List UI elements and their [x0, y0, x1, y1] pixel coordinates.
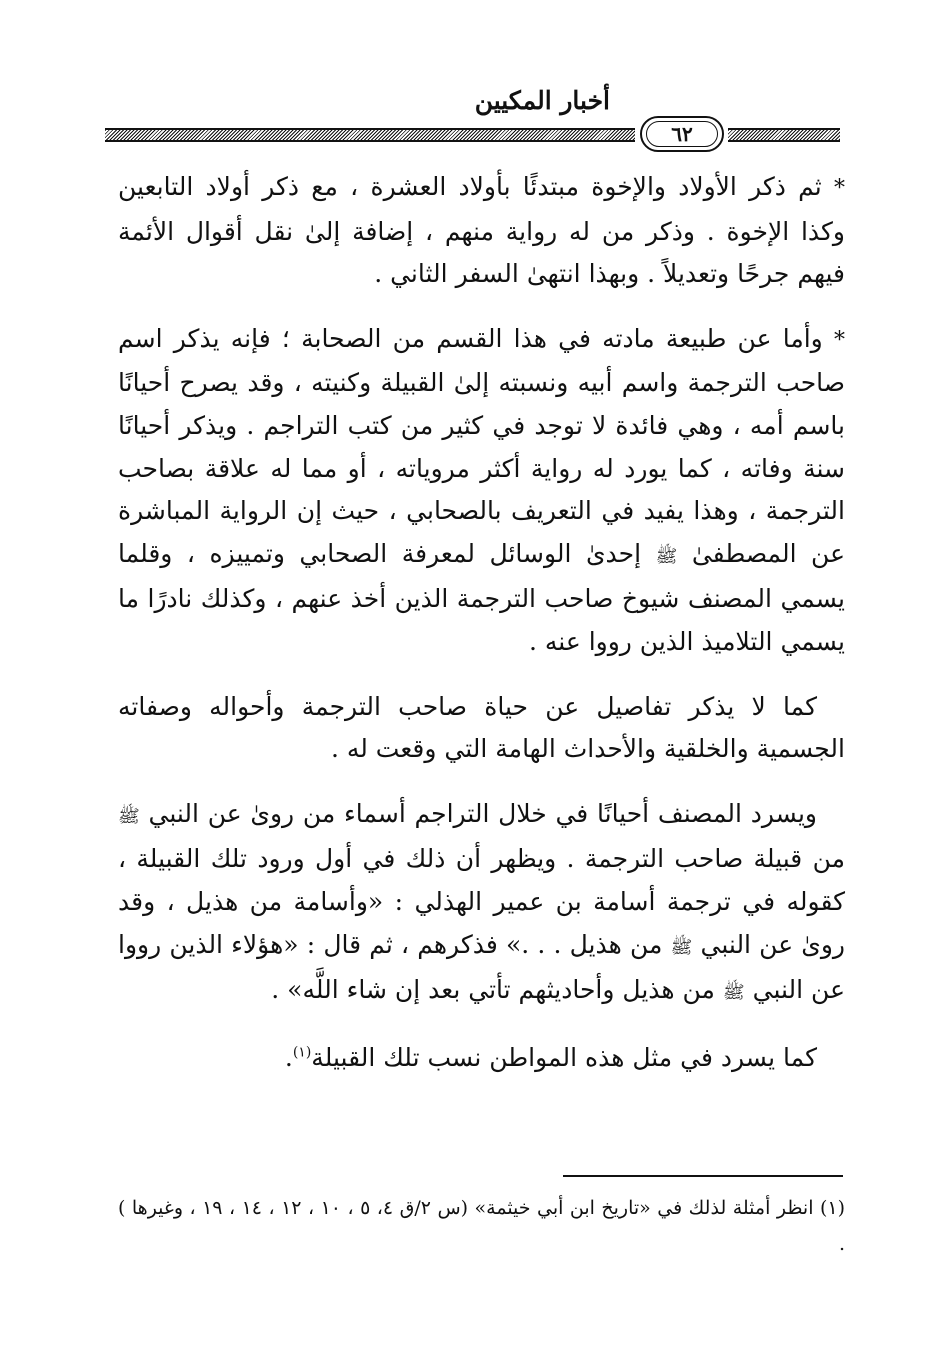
honorific-glyph: ﷺ: [655, 545, 678, 567]
paragraph-4-text-d: من هذيل وأحاديثهم تأتي بعد إن شاء اللَّه» .: [271, 975, 715, 1005]
page-number-frame: [640, 116, 724, 152]
paragraph-1: [118, 166, 845, 296]
page-header: [100, 78, 842, 158]
page-number: ٦٢: [671, 122, 693, 146]
paragraph-4-text-a: ويسرد المصنف أحيانًا في خلال التراجم أسماء من روىٰ عن النبي: [148, 798, 817, 828]
honorific-glyph: ﷺ: [670, 936, 693, 958]
paragraph-2: [118, 318, 845, 664]
paragraph-5-end: .: [284, 1042, 293, 1072]
running-title: أخبار المكيين: [474, 86, 610, 115]
paragraph-4-text-c: من هذيل . . .» فذكرهم ، ثم قال : «هؤلاء الذين رووا عن النبي: [118, 929, 845, 1005]
honorific-glyph: ﷺ: [722, 982, 745, 1004]
header-rule-left: [105, 128, 635, 142]
bullet-star: *: [834, 176, 845, 201]
footnote: (١) انظر أمثلة لذلك في «تاريخ ابن أبي خيثمة» (س ٢/ق ٤، ٥ ، ١٠ ، ١٢ ، ١٤ ، ١٩ ، وغيرها ) .: [118, 1197, 845, 1255]
header-rule-right: [728, 128, 840, 142]
main-text: [118, 166, 845, 1079]
bullet-star: *: [834, 327, 845, 353]
footnote-reference: (١): [292, 1044, 312, 1061]
paragraph-3: كما لا يذكر تفاصيل عن حياة صاحب الترجمة وأحواله وصفاته الجسمية والخلقية والأحداث الهامة التي وقعت له .: [118, 691, 845, 764]
paragraph-4-text-b: من قبيلة صاحب الترجمة . ويظهر أن ذلك في أول ورود تلك القبيلة ، كقوله في ترجمة أسامة بن عمير الهذلي : «وأسامة من هذيل ، وقد روىٰ عن النبي: [118, 844, 845, 959]
paragraph-1-text: ثم ذكر الأولاد والإخوة مبتدئًا بأولاد العشرة ، مع ذكر أولاد التابعين وكذا الإخوة . وذكر من له رواية منهم ، إضافة إلىٰ نقل أقوال الأئمة فيهم جرحًا وتعديلاً . وبهذا انتهىٰ السفر الثاني .: [118, 172, 845, 289]
paragraph-4: [118, 793, 845, 1015]
paragraph-5-text: كما يسرد في مثل هذه المواطن نسب تلك القبيلة: [311, 1042, 817, 1072]
honorific-glyph: ﷺ: [118, 805, 140, 827]
paragraph-5: [118, 1037, 845, 1080]
footnote-separator: [563, 1175, 843, 1177]
paragraph-2-text-a: وأما عن طبيعة مادته في هذا القسم من الصحابة ؛ فإنه يذكر اسم صاحب الترجمة واسم أبيه ونسبته إلىٰ القبيلة وكنيته ، وقد يصرح أحيانًا باسم أمه ، وهي فائدة لا توجد في كثير من كتب التراجم . ويذكر أحيانًا سنة وفاته ، كما يورد له رواية أكثر مروياته ، أو مما له علاقة بصاحب الترجمة ، وهذا يفيد في التعريف بالصحابي ، حيث إن الرواية المباشرة عن المصطفىٰ: [118, 323, 845, 568]
paragraph-2-text-b: إحدىٰ الوسائل لمعرفة الصحابي وتمييزه ، وقلما يسمي المصنف شيوخ صاحب الترجمة الذين أخذ عنهم ، وكذلك نادرًا ما يسمي التلاميذ الذين رووا عنه .: [118, 538, 845, 656]
